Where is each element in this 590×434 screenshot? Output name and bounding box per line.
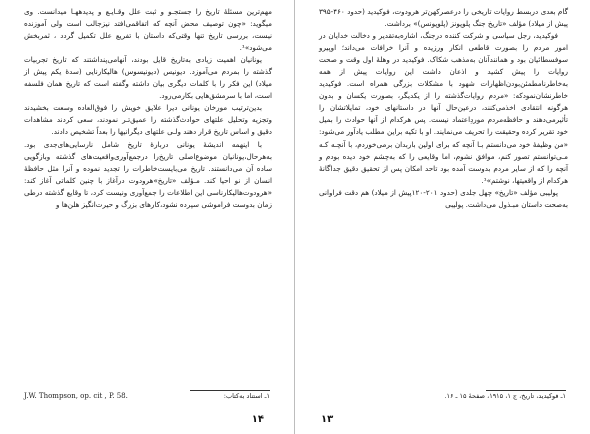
footnote	[319, 392, 566, 406]
paragraph: بدین‌ترتیب مورخان یونانی دیرا علایق خویش را فوق‌العاده وسعت بخشیدند وتجزیه وتحلیل علتهای حوادث‌گذشته را عمیق‌تـر نمودند، سعی کردند مشاهدات دقیق و اساس تاریخ قرار دهند ولـی علتهای دیگرانیها را بعداً تشخیص دادند.	[24, 103, 272, 137]
footnote-citation: ۱ـ فوکیدید، تاریخ، ج ۱، ۱۹۱۵، صفحهٔ ۱۵ ـ ۱۶.	[444, 392, 566, 400]
paragraph: فوکیدید، رجل سیاسی و شرکت کننده درجنگ، اشاره‌به‌تقدیر و دخالت خدایان در امور مردم را بصورت قاطعی انکار ورزیده و آنرا خرافات می‌داند؛ اوپیرو سوفسطائیان بود و همانندآنان به‌مذهب شکاک. فوکیدید در وهلهٔ اول وقت و صحت روایات را پیش کشید و اذعان داشت این روایات پیش از همه به‌خاطرنامطمئن‌بودن‌اظهارات شهود با مشکلات بزرگی همراه است. فوکیدید خاطرنشان‌نمودکه: «مردم روایات‌گذشته را از یکدیگر، بصورت یکسان و بدون هرگونه انتقادی اخذمی‌کنند، درعین‌حال آنها در داستانهای خود، تمایلاتشان را تأثیرمی‌دهند و حافظه‌مردم موردِاعتماد نیست. پس هرکدام از آنها حوادث را بمیل خود تقریر کرده وحقیقت را تحریف می‌نمایند. او با تکیه براین مطلب یادآور می‌شود: «من وظیفهٔ خود می‌دانستم بـا آنچه که برای اولین باربدان برمی‌خوردم، با آنچـه کـه مـی‌توانستم تصور کنم، موافق نشوم، اما وقایعی را که به‌چشم خود دیده بودم و آنچه را که از سایر مردم بدوست آمده بود تاحد امکان پس از تحقیق دقیق جداگانهٔ هرکدام از واقعیتها، نوشتم»¹.	[319, 31, 568, 185]
footnote	[24, 392, 270, 406]
page-number: ۱۴	[251, 414, 264, 425]
footnote-divider	[486, 390, 566, 391]
paragraph: پولیبی مؤلف «تاریخ» چهل جلدی (حدود ۲۰۱-۱۲۰پیش از میلاد) هم دقت فراوانی به‌صحت داستان مبـذول می‌داشت. پولیبی	[319, 187, 568, 209]
left-page	[295, 0, 590, 434]
right-page-body	[24, 6, 272, 211]
paragraph: گام بعدی دربسط روایات تاریخی را درعصرکهن‌تر هرودوت، فوکیدید (حدود ۴۶۰-۳۹۵ پیش از میلاد) مؤلف «تاریخ جنگ پلوپونز (پلوپونس)» برداشت.	[319, 7, 568, 29]
paragraph: با اینهمه اندیشهٔ یونانی دربارهٔ تاریخ شامل نارسایی‌های‌جدی بود. به‌هرحال،یونانیان موضوع‌اصلی تاریخ‌را درجمع‌آوری‌واقعیت‌ها‌ی گذشته وبازگویی ساده آن می‌دانستند. تاریخ‌ می‌بایست‌خاطرات را تجدید نموده و آنرا مثل حافظهٔ انسان از نو احیا کند. مـؤلف «تاریخ»هرودوت درآغاز با چنین کلماتی آغاز کند: «هرودوت‌هالیکارناسی این اطلاعات را جمع‌آوری ونیست کرد، تا وقایع گذشته درطی زمان بدوست فراموشی سپرده نشود،کارهای بزرگ و حیرت‌انگیز هلن‌ها و	[24, 139, 272, 209]
paragraph: مهم‌ترین مسئلهٔ تاریخ را جستجـو و ثبت علل وقـایـع و پدیدههـا میدانست. وی میگوید: «چون توصیف محض آنچه که اتفاقمی‌افتد نیزجالب است ولی آموزنده نیست، بررسی تاریخ تنها وقتی‌که داستان با تفریع علل تکمیل گردد ، ثمربخش می‌شود»¹.	[24, 7, 272, 53]
footnote-citation: J.W. Thompson, op. cit , P. 58.	[24, 392, 128, 400]
footnote-divider	[190, 390, 270, 391]
footnote-label: ۱ـ استناد به‌کتاب:	[223, 392, 270, 400]
paragraph: یونانیان اهمیت زیادی به‌تاریخ قایل بودند، آنهامی‌پنداشتند که تاریخ تجربیات گذشته را بمردم می‌آموزد. دیونیس (دیونیسوس) هالیکارنایی (سدهٔ یکم پیش از میلاد) این فکر را با کلمات دیگری بیان داشته وگفته است که تاریخ همان فلسفه است، اما با سرمشق‌هایی بکارمی‌رود.	[24, 55, 272, 101]
page-number: ۱۳	[321, 414, 334, 425]
left-page-body	[319, 6, 568, 211]
